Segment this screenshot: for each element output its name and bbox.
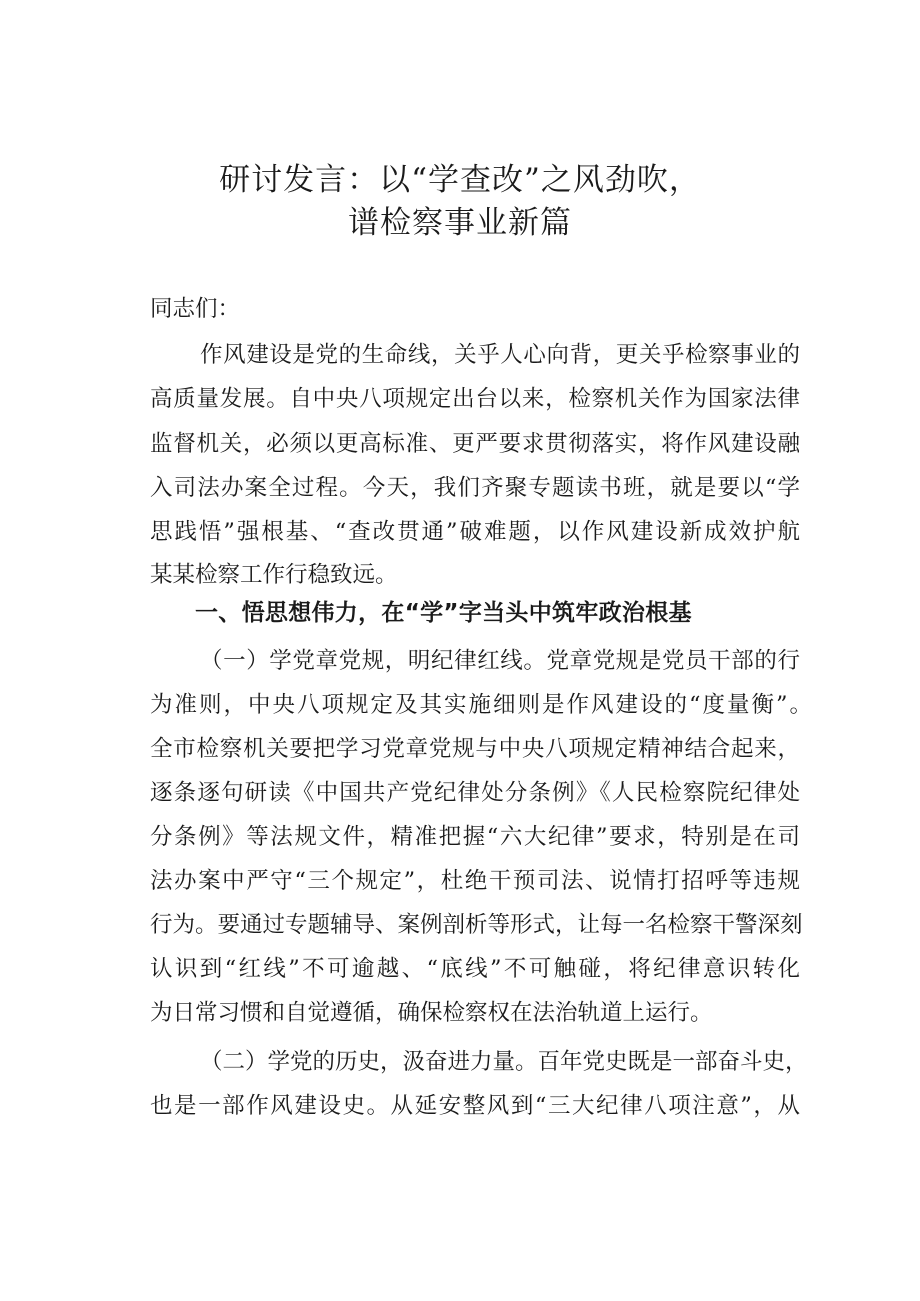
salutation: 同志们：	[150, 296, 241, 322]
para1-line: 法办案中严守“三个规定”，杜绝干预司法、说情打招呼等违规	[150, 868, 800, 894]
intro-line: 入司法办案全过程。今天，我们齐聚专题读书班，就是要以“学	[150, 475, 800, 501]
para1-line: 分条例》等法规文件，精准把握“六大纪律”要求，特别是在司	[150, 824, 800, 850]
para1-line: （一）学党章党规，明纪律红线。党章党规是党员干部的行	[200, 648, 800, 674]
intro-line: 某某检察工作行稳致远。	[150, 562, 398, 588]
para1-line: 全市检察机关要把学习党章党规与中央八项规定精神结合起来，	[150, 736, 800, 762]
intro-line: 思践悟”强根基、“查改贯通”破难题，以作风建设新成效护航	[150, 519, 800, 545]
document-title-line-1: 研讨发言：以“学查改”之风劲吹，	[219, 162, 701, 198]
document-title-line-2: 谱检察事业新篇	[348, 205, 572, 241]
para2-line: 也是一部作风建设史。从延安整风到“三大纪律八项注意”，从	[150, 1093, 800, 1119]
section-heading: 一、悟思想伟力，在“学”字当头中筑牢政治根基	[195, 600, 692, 626]
para1-line: 逐条逐句研读《中国共产党纪律处分条例》《人民检察院纪律处	[150, 780, 800, 806]
para1-line: 行为。要通过专题辅导、案例剖析等形式，让每一名检察干警深刻	[150, 912, 803, 938]
para1-line: 为日常习惯和自觉遵循，确保检察权在法治轨道上运行。	[150, 1000, 713, 1026]
intro-line: 监督机关，必须以更高标准、更严要求贯彻落实，将作风建设融	[150, 431, 800, 457]
para1-line: 认识到“红线”不可逾越、“底线”不可触碰，将纪律意识转化	[150, 956, 800, 982]
para2-line: （二）学党的历史，汲奋进力量。百年党史既是一部奋斗史，	[200, 1049, 808, 1075]
para1-line: 为准则，中央八项规定及其实施细则是作风建设的“度量衡”。	[150, 692, 812, 718]
intro-line: 作风建设是党的生命线，关乎人心向背，更关乎检察事业的	[200, 342, 800, 368]
intro-line: 高质量发展。自中央八项规定出台以来，检察机关作为国家法律	[150, 386, 800, 412]
